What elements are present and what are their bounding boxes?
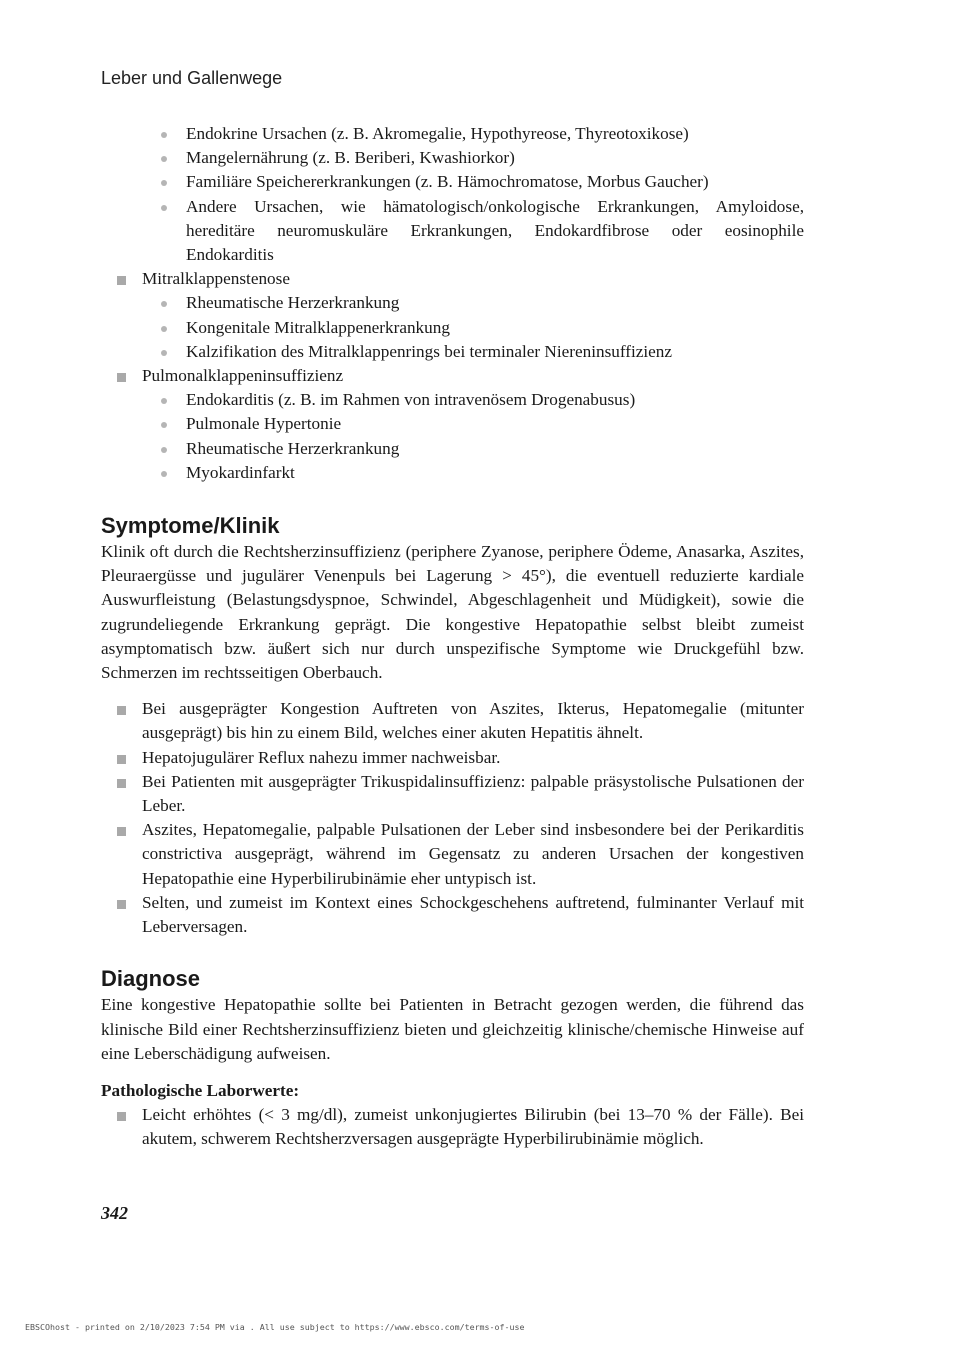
list-item: Endokrine Ursachen (z. B. Akromegalie, Hypothyreose, Thyreotoxikose): [101, 122, 804, 146]
list-item: Selten, und zumeist im Kontext eines Schockgeschehens auftretend, fulminanter Verlauf mit Leberversagen.: [101, 891, 804, 939]
list-item: Pulmonale Hypertonie: [142, 412, 804, 436]
page-content: [101, 122, 804, 1151]
symptome-paragraph: Klinik oft durch die Rechtsherzinsuffizienz (periphere Zyanose, periphere Ödeme, Anasarka, Aszites, Pleuraergüsse und jugulärer Venenpuls bei Lagerung > 45°), die eventuell reduzierte kardiale Auswurfleistung (Belastungsdyspnoe, Schwindel, Abgeschlagenheit und Müdigkeit), sowie die zugrundeliegende Erkrankung geprägt. Die kongestive Hepatopathie selbst bleibt zumeist asymptomatisch bzw. äußert sich nur durch unspezifische Symptome wie Druckgefühl bzw. Schmerzen im rechtsseitigen Oberbauch.: [101, 542, 804, 683]
list-item-label: Mitralklappenstenose: [142, 269, 290, 289]
list-item: Mangelernährung (z. B. Beriberi, Kwashiorkor): [101, 146, 804, 170]
list-item: Rheumatische Herzerkrankung: [142, 291, 804, 315]
section-heading-diagnose: Diagnose: [101, 966, 201, 992]
symptome-list: [101, 697, 804, 939]
laborwerte-subheading: Pathologische Laborwerte:: [101, 1080, 300, 1100]
print-footer: EBSCOhost - printed on 2/10/2023 7:54 PM via . All use subject to https://www.ebsco.com/terms-of-use: [25, 1322, 525, 1332]
list-item-label: Pulmonalklappeninsuffizienz: [142, 366, 344, 386]
list-item: Endokarditis (z. B. im Rahmen von intravenösem Drogenabusus): [142, 388, 804, 412]
list-item: Bei Patienten mit ausgeprägter Trikuspidalinsuffizienz: palpable präsystolische Pulsationen der Leber.: [101, 770, 804, 818]
section-heading-symptome: Symptome/Klinik: [101, 513, 280, 539]
list-item: Bei ausgeprägter Kongestion Auftreten von Aszites, Ikterus, Hepatomegalie (mitunter ausgeprägt) bis hin zu einem Bild, welches einer akuten Hepatitis ähnelt.: [101, 697, 804, 745]
list-item: Myokardinfarkt: [142, 461, 804, 485]
list-item: Aszites, Hepatomegalie, palpable Pulsationen der Leber sind insbesondere bei der Perikarditis constrictiva ausgeprägt, während im Gegensatz zu anderen Ursachen der kongestiven Hepatopathie eine Hyperbilirubinämie eher untypisch ist.: [101, 818, 804, 891]
intro-sublist: [101, 122, 804, 267]
list-item: Familiäre Speichererkrankungen (z. B. Hämochromatose, Morbus Gaucher): [101, 170, 804, 194]
list-item-pulmonalklappeninsuffizienz: [101, 364, 804, 485]
running-header: Leber und Gallenwege: [101, 68, 283, 88]
diagnose-paragraph: Eine kongestive Hepatopathie sollte bei Patienten in Betracht gezogen werden, die führend das klinische Bild einer Rechtsherzinsuffizienz bieten und gleichzeitig klinische/chemische Hinweise auf eine Leberschädigung aufweisen.: [101, 995, 804, 1063]
list-item: Kalzifikation des Mitralklappenrings bei terminaler Niereninsuffizienz: [142, 340, 804, 364]
sublist: [142, 291, 804, 364]
sublist: [142, 388, 804, 485]
laborwerte-list: [101, 1103, 804, 1151]
page-number: 342: [101, 1203, 128, 1223]
list-item: Leicht erhöhtes (< 3 mg/dl), zumeist unkonjugiertes Bilirubin (bei 13–70 % der Fälle). Bei akutem, schwerem Rechtsherzversagen ausgeprägte Hyperbilirubinämie möglich.: [101, 1103, 804, 1151]
list-item-mitralklappenstenose: [101, 267, 804, 364]
list-item: Andere Ursachen, wie hämatologisch/onkologische Erkrankungen, Amyloidose, hereditäre neuromuskuläre Erkrankungen, Endokardfibrose oder eosinophile Endokarditis: [101, 195, 804, 268]
list-item: Rheumatische Herzerkrankung: [142, 437, 804, 461]
list-item: Hepatojugulärer Reflux nahezu immer nachweisbar.: [101, 746, 804, 770]
causes-list: [101, 267, 804, 485]
list-item: Kongenitale Mitralklappenerkrankung: [142, 316, 804, 340]
